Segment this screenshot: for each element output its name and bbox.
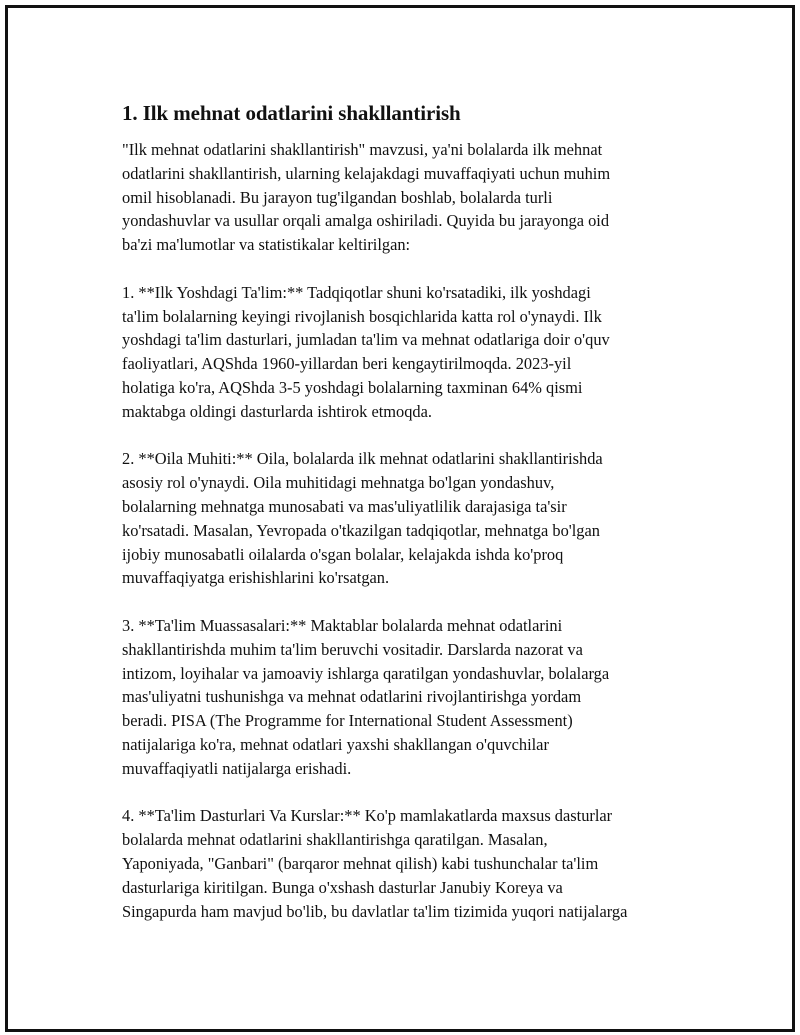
text-line: 2. **Oila Muhiti:** Oila, bolalarda ilk mehnat odatlarini shakllantirishda (122, 449, 603, 469)
text-line: muvaffaqiyatli natijalarga erishadi. (122, 758, 352, 778)
text-line: ko'rsatadi. Masalan, Yevropada o'tkazilgan tadqiqotlar, mehnatga bo'lgan (122, 520, 600, 540)
text-line: 3. **Ta'lim Muassasalari:** Maktablar bolalarda mehnat odatlarini (122, 615, 563, 635)
text-line: Singapurda ham mavjud bo'lib, bu davlatlar ta'lim tizimida yuqori natijalarga (122, 901, 628, 921)
text-line: odatlarini shakllantirish, ularning kelajakdagi muvaffaqiyati uchun muhim (122, 163, 611, 183)
paragraph-item-4 (122, 804, 702, 923)
text-line: natijalariga ko'ra, mehnat odatlari yaxshi shakllangan o'quvchilar (122, 734, 549, 754)
document-body (122, 98, 702, 947)
page-frame (5, 5, 795, 1032)
paragraph-item-3 (122, 614, 702, 781)
text-line: 4. **Ta'lim Dasturlari Va Kurslar:** Ko'p mamlakatlarda maxsus dasturlar (122, 806, 613, 826)
text-line: omil hisoblanadi. Bu jarayon tug'ilgandan boshlab, bolalarda turli (122, 187, 553, 207)
text-line: yondashuvlar va usullar orqali amalga oshiriladi. Quyida bu jarayonga oid (122, 211, 610, 231)
text-line: shakllantirishda muhim ta'lim beruvchi vositadir. Darslarda nazorat va (122, 639, 583, 659)
text-line: holatiga ko'ra, AQShda 3-5 yoshdagi bolalarning taxminan 64% qismi (122, 377, 583, 397)
text-line: mas'uliyatni tushunishga va mehnat odatlarini rivojlantirishga yordam (122, 687, 582, 707)
text-line: ijobiy munosabatli oilalarda o'sgan bolalar, kelajakda ishda ko'proq (122, 544, 564, 564)
text-line: bolalarda mehnat odatlarini shakllantirishga qaratilgan. Masalan, (122, 830, 548, 850)
text-line: ta'lim bolalarning keyingi rivojlanish bosqichlarida katta rol o'ynaydi. Ilk (122, 306, 602, 326)
paragraph-intro (122, 138, 702, 257)
paragraph-item-2 (122, 447, 702, 590)
text-line: muvaffaqiyatga erishishlarini ko'rsatgan. (122, 568, 390, 588)
section-heading: 1. Ilk mehnat odatlarini shakllantirish (122, 101, 461, 125)
text-line: "Ilk mehnat odatlarini shakllantirish" mavzusi, ya'ni bolalarda ilk mehnat (122, 140, 603, 159)
paragraph-item-1 (122, 281, 702, 424)
text-line: intizom, loyihalar va jamoaviy ishlarga qaratilgan yondashuvlar, bolalarga (122, 663, 610, 683)
text-line: dasturlariga kiritilgan. Bunga o'xshash dasturlar Janubiy Koreya va (122, 877, 563, 897)
text-line: yoshdagi ta'lim dasturlari, jumladan ta'lim va mehnat odatlariga doir o'quv (122, 330, 610, 350)
text-line: ba'zi ma'lumotlar va statistikalar keltirilgan: (122, 235, 411, 255)
text-line: faoliyatlari, AQShda 1960-yillardan beri kengaytirilmoqda. 2023-yil (122, 354, 572, 374)
text-line: bolalarning mehnatga munosabati va mas'uliyatlilik darajasiga ta'sir (122, 496, 567, 516)
text-line: 1. **Ilk Yoshdagi Ta'lim:** Tadqiqotlar shuni ko'rsatadiki, ilk yoshdagi (122, 282, 591, 302)
text-line: beradi. PISA (The Programme for International Student Assessment) (122, 711, 573, 731)
text-line: Yaponiyada, "Ganbari" (barqaror mehnat qilish) kabi tushunchalar ta'lim (122, 853, 599, 873)
text-line: asosiy rol o'ynaydi. Oila muhitidagi mehnatga bo'lgan yondashuv, (122, 473, 555, 493)
text-line: maktabga oldingi dasturlarda ishtirok etmoqda. (122, 401, 432, 421)
